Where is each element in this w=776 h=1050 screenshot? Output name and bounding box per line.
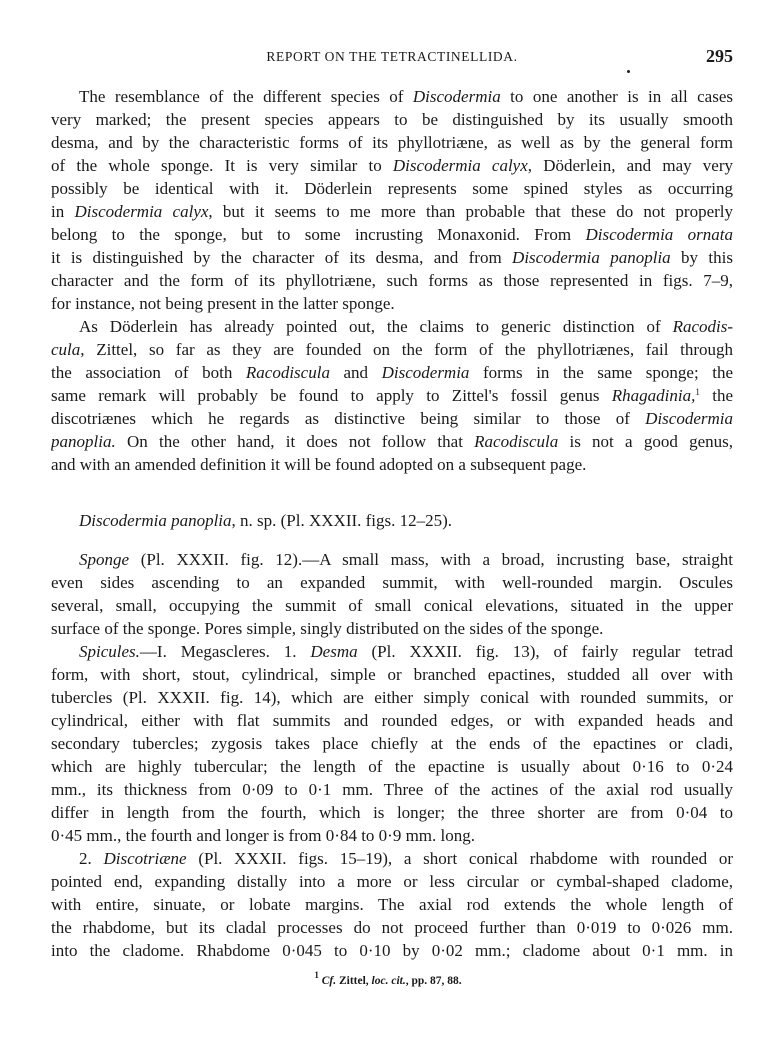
body-text	[51, 85, 733, 962]
text-run: possibly be identical with it. Döderlein represents some spined styles as occurring	[51, 179, 733, 198]
text-run: in	[51, 202, 75, 221]
text-run: even sides ascending to an expanded summit, with well-rounded margin. Oscules	[51, 573, 733, 592]
text-line	[51, 384, 733, 407]
text-run: The resemblance of the different species of	[79, 87, 413, 106]
text-line	[51, 594, 733, 617]
text-line	[51, 916, 733, 939]
italic-text: Discodermia panoplia	[512, 248, 671, 267]
footnote	[0, 970, 776, 988]
text-run: , Zittel, so far as they are founded on the form of the phyllotriænes, fail through	[80, 340, 733, 359]
italic-text: Discodermia ornata	[585, 225, 733, 244]
text-run: the rhabdome, but its cladal processes do not proceed further than 0·019 to 0·026 mm.	[51, 918, 733, 937]
text-run: is not a good genus,	[558, 432, 733, 451]
print-speck	[627, 70, 630, 73]
text-run: several, small, occupying the summit of small conical elevations, situated in the upper	[51, 596, 733, 615]
text-line	[51, 131, 733, 154]
footnote-marker: 1	[314, 970, 319, 980]
text-line	[51, 509, 733, 532]
running-title: REPORT ON THE TETRACTINELLIDA.	[266, 49, 518, 64]
page-number: 295	[706, 46, 733, 66]
text-line	[51, 315, 733, 338]
text-run: form, with short, stout, cylindrical, simple or branched epactines, studded all over with	[51, 665, 733, 684]
text-line	[51, 732, 733, 755]
italic-text: panoplia.	[51, 432, 116, 451]
text-line	[51, 939, 733, 962]
text-line	[51, 338, 733, 361]
text-line	[51, 430, 733, 453]
text-run: On the other hand, it does not follow that	[115, 432, 475, 451]
text-run: secondary tubercles; zygosis takes place chiefly at the ends of the epactines or cladi,	[51, 734, 733, 753]
italic-text: Sponge	[79, 550, 130, 569]
text-run: surface of the sponge. Pores simple, singly distributed on the sides of the sponge.	[51, 619, 604, 638]
text-run: cylindrical, either with flat summits and rounded edges, or with expanded heads and	[51, 711, 733, 730]
text-line	[51, 154, 733, 177]
text-line	[51, 85, 733, 108]
text-line	[51, 108, 733, 131]
italic-text: Discotriæne	[103, 849, 187, 868]
text-run: differ in length from the fourth, which is longer; the three shorter are from 0·04 to	[51, 803, 733, 822]
text-run: , Döderlein, and may very	[527, 156, 733, 175]
italic-text: Discodermia calyx	[74, 202, 209, 221]
text-run: the association of both	[51, 363, 246, 382]
text-run: (Pl. XXXII. fig. 12).—A small mass, with a broad, incrusting base, straight	[129, 550, 733, 569]
running-head	[51, 47, 733, 67]
italic-text: Discodermia	[645, 409, 733, 428]
text-run: it is distinguished by the character of its desma, and from	[51, 248, 513, 267]
text-line	[51, 223, 733, 246]
paragraph	[51, 85, 733, 315]
text-run: , pp. 87, 88.	[405, 975, 462, 987]
text-line	[51, 801, 733, 824]
paragraph	[51, 315, 733, 476]
italic-text: Discodermia	[412, 87, 501, 106]
text-line	[51, 200, 733, 223]
text-run: with entire, sinuate, or lobate margins. The axial rod extends the whole length of	[51, 895, 733, 914]
text-run: of the whole sponge. It is very similar to	[51, 156, 393, 175]
text-run: belong to the sponge, but to some incrusting Monaxonid. From	[51, 225, 586, 244]
text-line	[51, 269, 733, 292]
text-run: very marked; the present species appears to be distinguished by its usually smooth	[51, 110, 733, 129]
text-line	[51, 686, 733, 709]
text-line	[51, 709, 733, 732]
text-run: the	[699, 386, 733, 405]
paragraph	[51, 847, 733, 962]
text-run: desma, and by the characteristic forms of its phyllotriæne, as well as by the general form	[51, 133, 733, 152]
text-run: 2.	[79, 849, 104, 868]
text-line	[51, 292, 733, 315]
text-line	[51, 548, 733, 571]
text-line	[51, 778, 733, 801]
text-line	[51, 870, 733, 893]
text-line	[51, 847, 733, 870]
text-run: forms in the same sponge; the	[469, 363, 733, 382]
text-run: Zittel,	[336, 975, 372, 987]
italic-text: Desma	[310, 642, 358, 661]
italic-text: Cf.	[321, 975, 337, 987]
text-run: , n. sp. (Pl. XXXII. figs. 12–25).	[231, 511, 453, 530]
text-line	[51, 640, 733, 663]
text-run: and	[329, 363, 382, 382]
text-line	[51, 407, 733, 430]
text-run: discotriænes which he regards as distinctive being similar to those of	[51, 409, 646, 428]
italic-text: Spicules.	[79, 642, 140, 661]
italic-text: Racodiscula	[245, 363, 330, 382]
text-line	[51, 755, 733, 778]
text-run: which are highly tubercular; the length of the epactine is usually about 0·16 to 0·24	[51, 757, 733, 776]
paragraph	[51, 548, 733, 640]
italic-text: Discodermia	[381, 363, 470, 382]
text-line	[51, 177, 733, 200]
italic-text: Discodermia calyx	[392, 156, 528, 175]
text-run: same remark will probably be found to apply to Zittel's fossil genus	[51, 386, 612, 405]
text-run: and with an amended definition it will be found adopted on a subsequent page.	[51, 455, 587, 474]
text-run: by this	[670, 248, 733, 267]
italic-text: cula	[51, 340, 81, 359]
text-line	[51, 453, 733, 476]
text-line	[51, 893, 733, 916]
text-line	[51, 663, 733, 686]
text-line	[51, 246, 733, 269]
text-run: to one another is in all cases	[500, 87, 733, 106]
text-line	[51, 361, 733, 384]
text-line	[51, 617, 733, 640]
text-run: character and the form of its phyllotriæne, such forms as those represented in figs. 7–9,	[51, 271, 733, 290]
text-run: (Pl. XXXII. fig. 13), of fairly regular tetrad	[357, 642, 733, 661]
text-run: 0·45 mm., the fourth and longer is from 0·84 to 0·9 mm. long.	[51, 826, 475, 845]
text-run: , but it seems to me more than probable that these do not properly	[208, 202, 733, 221]
species-heading	[51, 509, 733, 532]
italic-text: Racodiscula	[474, 432, 559, 451]
text-line	[51, 824, 733, 847]
text-run: As Döderlein has already pointed out, the claims to generic distinction of	[79, 317, 673, 336]
italic-text: Racodis-	[672, 317, 733, 336]
text-run: (Pl. XXXII. figs. 15–19), a short conical rhabdome with rounded or	[186, 849, 733, 868]
text-run: for instance, not being present in the latter sponge.	[51, 294, 395, 313]
text-run: into the cladome. Rhabdome 0·045 to 0·10 by 0·02 mm.; cladome about 0·1 mm. in	[51, 941, 733, 960]
italic-text: loc. cit.	[371, 975, 406, 987]
text-run: mm., its thickness from 0·09 to 0·1 mm. Three of the actines of the axial rod usually	[51, 780, 733, 799]
text-run: pointed end, expanding distally into a more or less circular or cymbal-shaped cladome,	[51, 872, 733, 891]
text-run: —I. Megascleres. 1.	[139, 642, 311, 661]
text-line	[51, 571, 733, 594]
paragraph	[51, 640, 733, 847]
footnote-marker: 1	[695, 387, 700, 397]
italic-text: Discodermia panoplia	[79, 511, 232, 530]
text-run: tubercles (Pl. XXXII. fig. 14), which are either simply conical with rounded summits, or	[51, 688, 733, 707]
italic-text: Rhagadinia,	[611, 386, 696, 405]
